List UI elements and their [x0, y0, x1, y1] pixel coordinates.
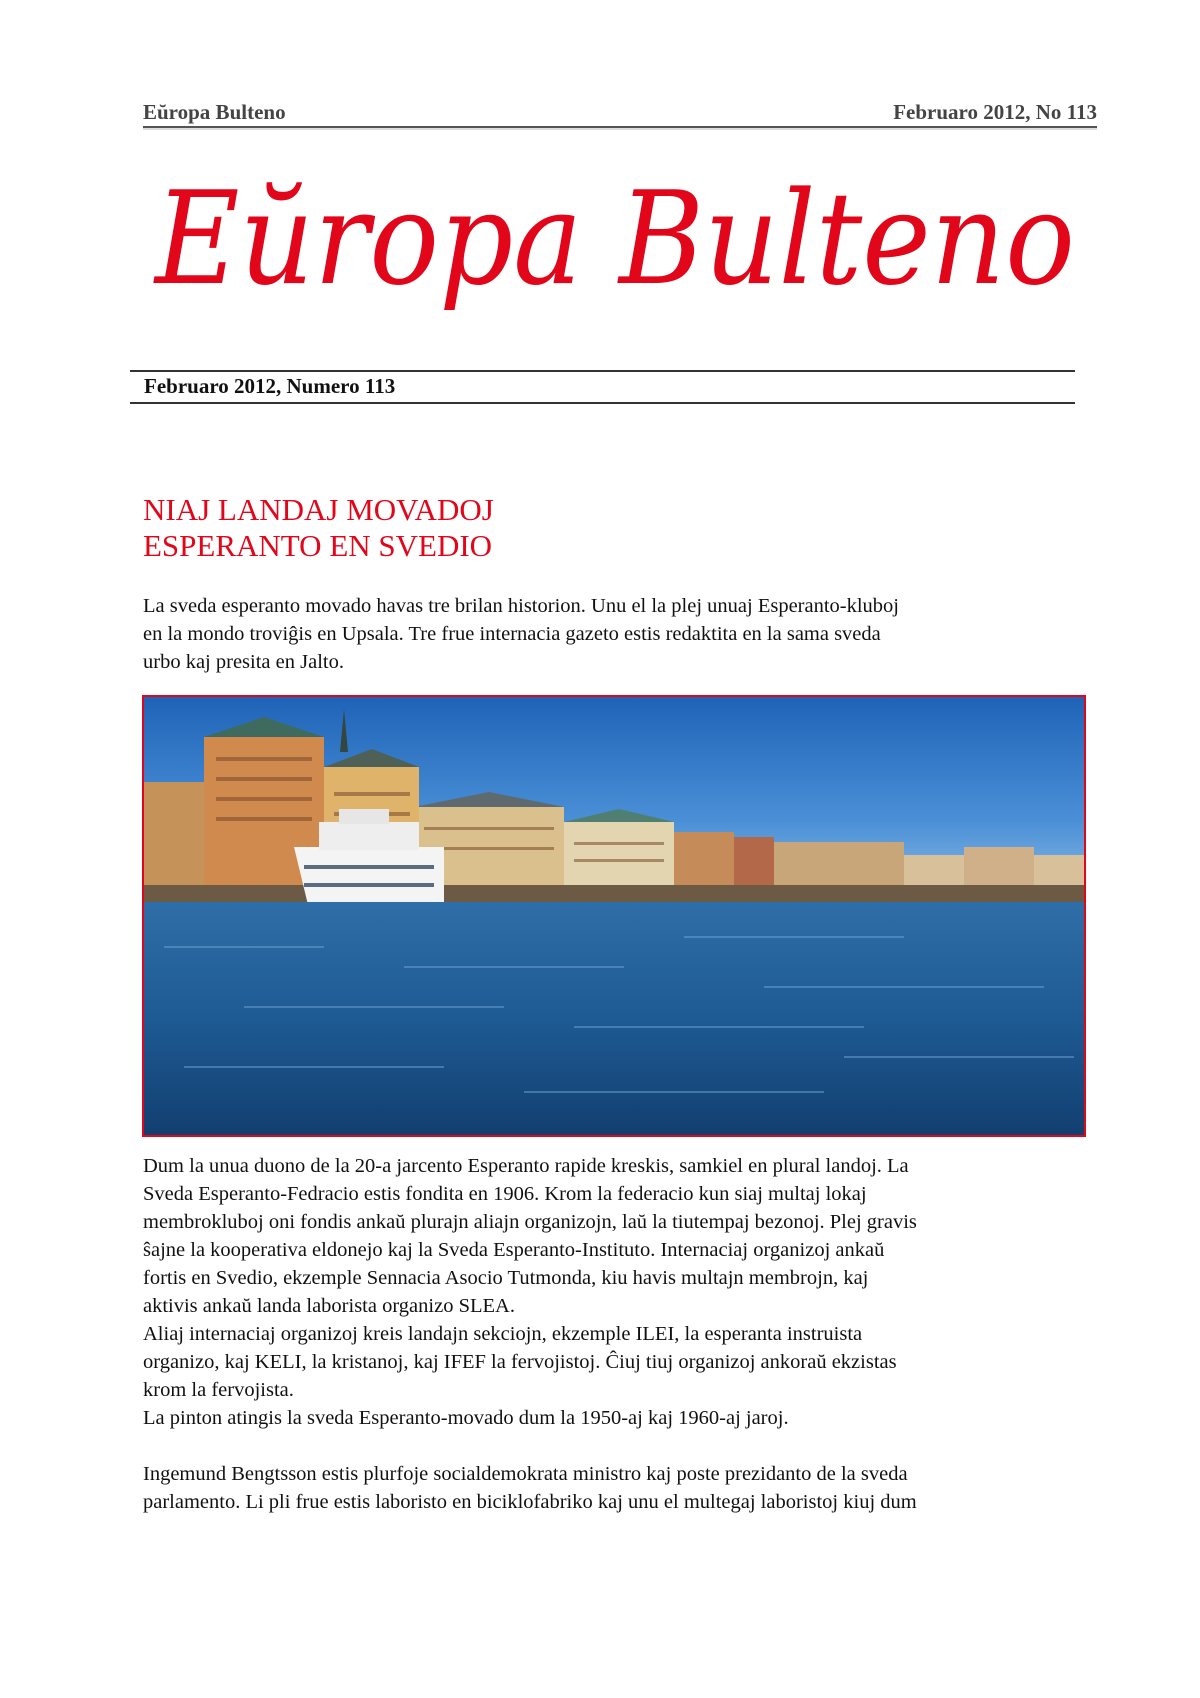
text-line: organizo, kaj KELI, la kristanoj, kaj IFEF la fervojistoj. Ĉiuj tiuj organizoj ankoraŭ ekzistas: [143, 1351, 897, 1373]
text-line: membrokluboj oni fondis ankaŭ plurajn aliajn organizojn, laŭ la tiutempaj bezonoj. Plej gravis: [143, 1211, 917, 1233]
masthead-logo: [150, 165, 1080, 335]
text-line: La pinton atingis la sveda Esperanto-movado dum la 1950-aj kaj 1960-aj jaroj.: [143, 1407, 789, 1429]
running-header: [143, 100, 1097, 128]
body-paragraph: [143, 1152, 1083, 1432]
text-line: Dum la unua duono de la 20-a jarcento Esperanto rapide kreskis, samkiel en plural landoj. La: [143, 1155, 909, 1177]
text-line: fortis en Svedio, ekzemple Sennacia Asocio Tutmonda, kiu havis multajn membrojn, kaj: [143, 1267, 869, 1289]
text-line: La sveda esperanto movado havas tre brilan historion. Unu el la plej unuaj Esperanto-kluboj: [143, 595, 900, 617]
text-line: ŝajne la kooperativa eldonejo kaj la Sveda Esperanto-Instituto. Internaciaj organizoj ankaŭ: [143, 1239, 885, 1261]
article-title-line: NIAJ LANDAJ MOVADOJ: [143, 492, 494, 527]
intro-paragraph: [143, 592, 1083, 676]
running-header-issue: Februaro 2012, No 113: [893, 100, 1097, 124]
article-title: [143, 492, 494, 564]
continued-paragraph: [143, 1460, 1083, 1516]
text-line: Ingemund Bengtsson estis plurfoje socialdemokrata ministro kaj poste prezidanto de la sveda: [143, 1463, 908, 1485]
article-photo: [142, 695, 1086, 1137]
running-header-publication: Eŭropa Bulteno: [143, 100, 286, 124]
stockholm-harbor-photo: [144, 697, 1084, 1135]
article-title-line: ESPERANTO EN SVEDIO: [143, 528, 493, 563]
masthead-logo-svg: [150, 165, 1080, 335]
text-line: en la mondo troviĝis en Upsala. Tre frue internacia gazeto estis redaktita en la sama sveda: [143, 623, 881, 645]
issue-bar: [130, 370, 1075, 404]
text-line: Sveda Esperanto-Fedracio estis fondita en 1906. Krom la federacio kun siaj multaj lokaj: [143, 1183, 867, 1205]
text-line: parlamento. Li pli frue estis laboristo en biciklofabriko kaj unu el multegaj laboristoj kiuj dum: [143, 1491, 917, 1513]
text-line: aktivis ankaŭ landa laborista organizo SLEA.: [143, 1295, 515, 1317]
issue-bar-text: Februaro 2012, Numero 113: [144, 374, 396, 398]
text-line: urbo kaj presita en Jalto.: [143, 651, 344, 673]
masthead-title-text: Eŭropa Bulteno: [153, 165, 1075, 314]
text-line: Aliaj internaciaj organizoj kreis landajn sekciojn, ekzemple ILEI, la esperanta instruista: [143, 1323, 863, 1345]
text-line: krom la fervojista.: [143, 1379, 294, 1401]
